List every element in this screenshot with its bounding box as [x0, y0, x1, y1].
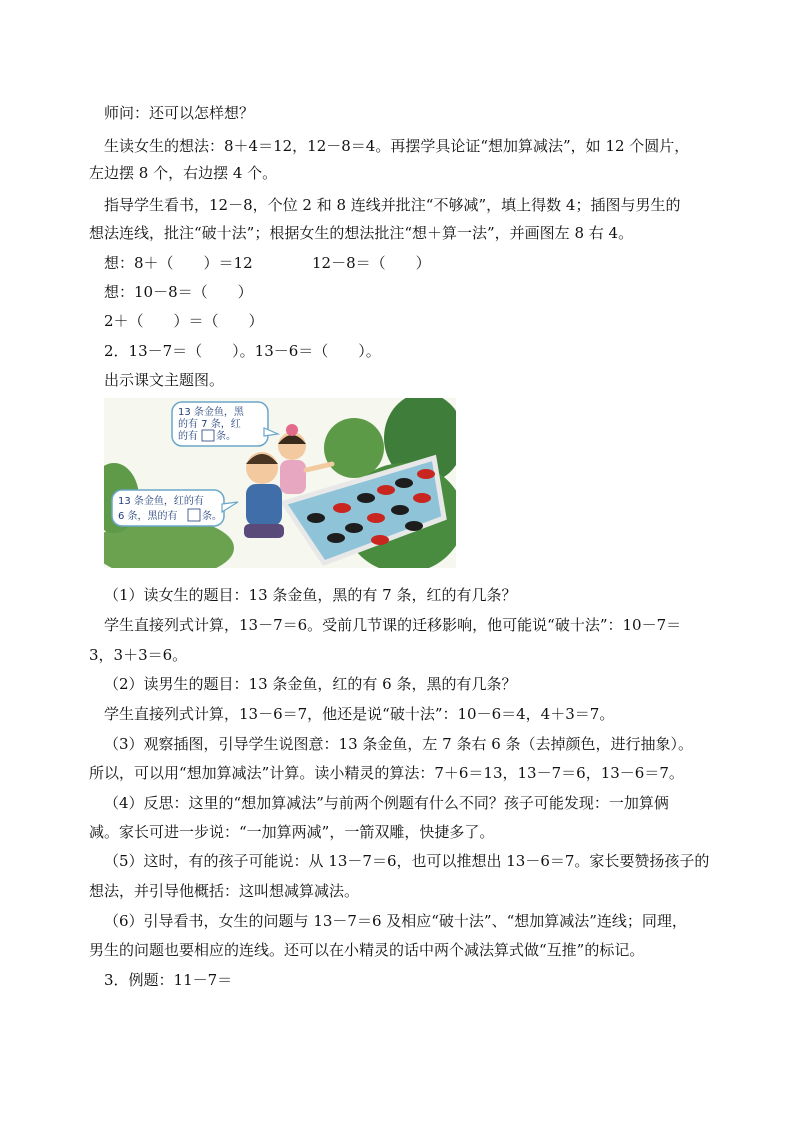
answer-box	[202, 430, 214, 441]
text-line: 男生的问题也要相应的连线。还可以在小精灵的话中两个减法算式做“互推”的标记。	[89, 941, 645, 959]
text-line: 指导学生看书，12－8，个位 2 和 8 连线并批注“不够减”，填上得数 4；插图与男生的	[104, 196, 681, 214]
section-item: 3．例题：11－7＝	[104, 971, 233, 989]
text-line: 生读女生的想法：8＋4＝12，12－8＝4。再摆学具论证“想加算减法”，如 12 个圆片，	[104, 137, 690, 155]
text-line: （3）观察插图，引导学生说图意：13 条金鱼，左 7 条右 6 条（去掉颜色，进行抽象）。	[104, 735, 694, 753]
text-line: （5）这时，有的孩子可能说：从 13－7＝6，也可以推想出 13－6＝7。家长要赞扬孩子的	[104, 852, 710, 870]
girl-speech-bubble	[172, 402, 278, 446]
boy-bubble-line: 13 条金鱼，红的有	[118, 496, 204, 507]
text-line: （2）读男生的题目：13 条金鱼，红的有 6 条，黑的有几条？	[104, 675, 517, 693]
theme-illustration	[104, 398, 456, 568]
text-line: 减。家长可进一步说：“一加算两减”，一箭双雕，快捷多了。	[89, 823, 495, 841]
equation-fill-blank: 12－8＝（ ）	[312, 254, 431, 272]
equation-fill-blank: 想：10－8＝（ ）	[104, 283, 253, 301]
equation-fill-blank: 2＋（ ）＝（ ）	[104, 312, 264, 330]
text-line: 左边摆 8 个，右边摆 4 个。	[89, 164, 278, 182]
text-line: 学生直接列式计算，13－6＝7，他还是说“破十法”：10－6＝4，4＋3＝7。	[104, 705, 615, 723]
text-line: 想法，并引导他概括：这叫想减算减法。	[89, 882, 360, 900]
text-line: （4）反思：这里的“想加算减法”与前两个例题有什么不同？孩子可能发现：一加算俩	[104, 794, 669, 812]
goldfish-scene-image	[104, 398, 456, 568]
girl-bubble-line: 13 条金鱼，黑	[178, 407, 244, 418]
text-line: 想法连线，批注“破十法”；根据女生的想法批注“想＋算一法”，并画图左 8 右 4。	[89, 224, 634, 242]
text-line: 所以，可以用“想加算减法”计算。读小精灵的算法：7＋6＝13，13－7＝6，13－6＝7。	[89, 764, 684, 782]
section-item: 2．13－7＝（ ）。13－6＝（ ）。	[104, 342, 381, 360]
equation-fill-blank: 想：8＋（ ）＝12	[104, 254, 253, 272]
text-line: 师问：还可以怎样想？	[104, 104, 255, 122]
boy-bubble-line: 条。	[202, 511, 222, 522]
text-line: 3，3＋3＝6。	[89, 646, 188, 664]
text-line: 学生直接列式计算，13－7＝6。受前几节课的迁移影响，他可能说“破十法”：10－7＝	[104, 616, 682, 634]
girl-bubble-line: 条。	[216, 431, 236, 442]
girl-bubble-line: 的有	[178, 431, 198, 442]
boy-speech-bubble	[112, 490, 238, 526]
text-line: 出示课文主题图。	[104, 371, 225, 389]
text-line: （1）读女生的题目：13 条金鱼，黑的有 7 条，红的有几条？	[104, 586, 517, 604]
text-line: （6）引导看书，女生的问题与 13－7＝6 及相应“破十法”、“想加算减法”连线；同理，	[104, 912, 687, 930]
answer-box	[188, 509, 200, 521]
girl-bubble-line: 的有 7 条，红	[178, 419, 241, 430]
boy-bubble-line: 6 条，黑的有	[118, 511, 178, 522]
